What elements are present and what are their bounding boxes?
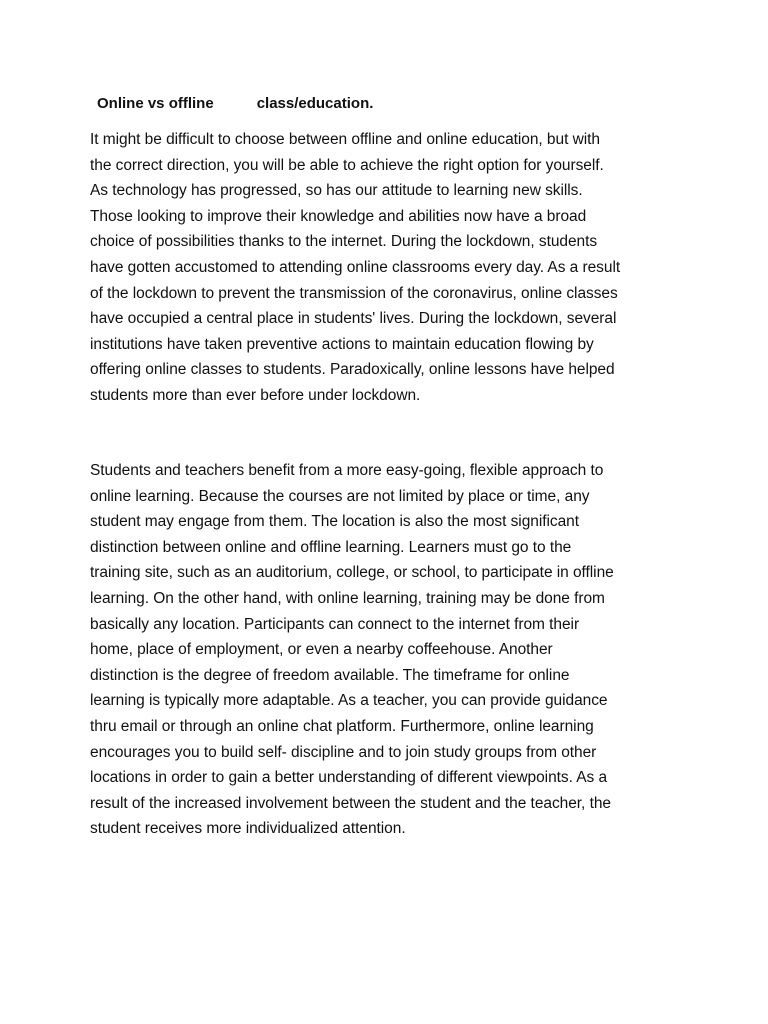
paragraph-line: encourages you to build self- discipline and to join study groups from other <box>90 743 597 761</box>
title-part-2: class/education. <box>256 95 374 112</box>
paragraph-2 <box>90 458 690 842</box>
paragraph-line: Students and teachers benefit from a more easy-going, flexible approach to <box>90 462 604 479</box>
paragraph-1 <box>90 127 690 409</box>
paragraph-line: It might be difficult to choose between offline and online education, but with <box>90 131 600 148</box>
paragraph-line: distinction between online and offline learning. Learners must go to the <box>90 538 572 556</box>
paragraph-line: As technology has progressed, so has our attitude to learning new skills. <box>90 182 583 200</box>
paragraph-line: learning is typically more adaptable. As a teacher, you can provide guidance <box>90 692 608 710</box>
paragraph-line: locations in order to gain a better understanding of different viewpoints. As a <box>90 769 608 787</box>
paragraph-line: students more than ever before under lockdown. <box>90 386 421 404</box>
paragraph-line: have occupied a central place in students' lives. During the lockdown, several <box>90 310 617 328</box>
paragraph-line: distinction is the degree of freedom available. The timeframe for online <box>90 666 570 684</box>
document-title <box>97 94 373 114</box>
paragraph-line: institutions have taken preventive actions to maintain education flowing by <box>90 335 594 353</box>
paragraph-line: student receives more individualized attention. <box>90 820 406 838</box>
paragraph-line: training site, such as an auditorium, college, or school, to participate in offline <box>90 564 614 582</box>
paragraph-line: home, place of employment, or even a nearby coffeehouse. Another <box>90 641 553 659</box>
paragraph-line: student may engage from them. The location is also the most significant <box>90 513 579 531</box>
paragraph-line: learning. On the other hand, with online learning, training may be done from <box>90 589 605 607</box>
paragraph-line: have gotten accustomed to attending online classrooms every day. As a result <box>90 258 621 276</box>
title-part-1: Online vs offline <box>97 95 214 112</box>
paragraph-line: online learning. Because the courses are not limited by place or time, any <box>90 487 590 505</box>
paragraph-line: choice of possibilities thanks to the internet. During the lockdown, students <box>90 233 598 251</box>
paragraph-line: Those looking to improve their knowledge and abilities now have a broad <box>90 207 587 225</box>
paragraph-line: result of the increased involvement between the student and the teacher, the <box>90 794 611 812</box>
paragraph-line: basically any location. Participants can connect to the internet from their <box>90 615 580 633</box>
paragraph-line: of the lockdown to prevent the transmission of the coronavirus, online classes <box>90 284 618 302</box>
paragraph-line: thru email or through an online chat platform. Furthermore, online learning <box>90 717 594 735</box>
paragraph-line: offering online classes to students. Paradoxically, online lessons have helped <box>90 361 615 379</box>
paragraph-line: the correct direction, you will be able to achieve the right option for yourself. <box>90 156 604 174</box>
